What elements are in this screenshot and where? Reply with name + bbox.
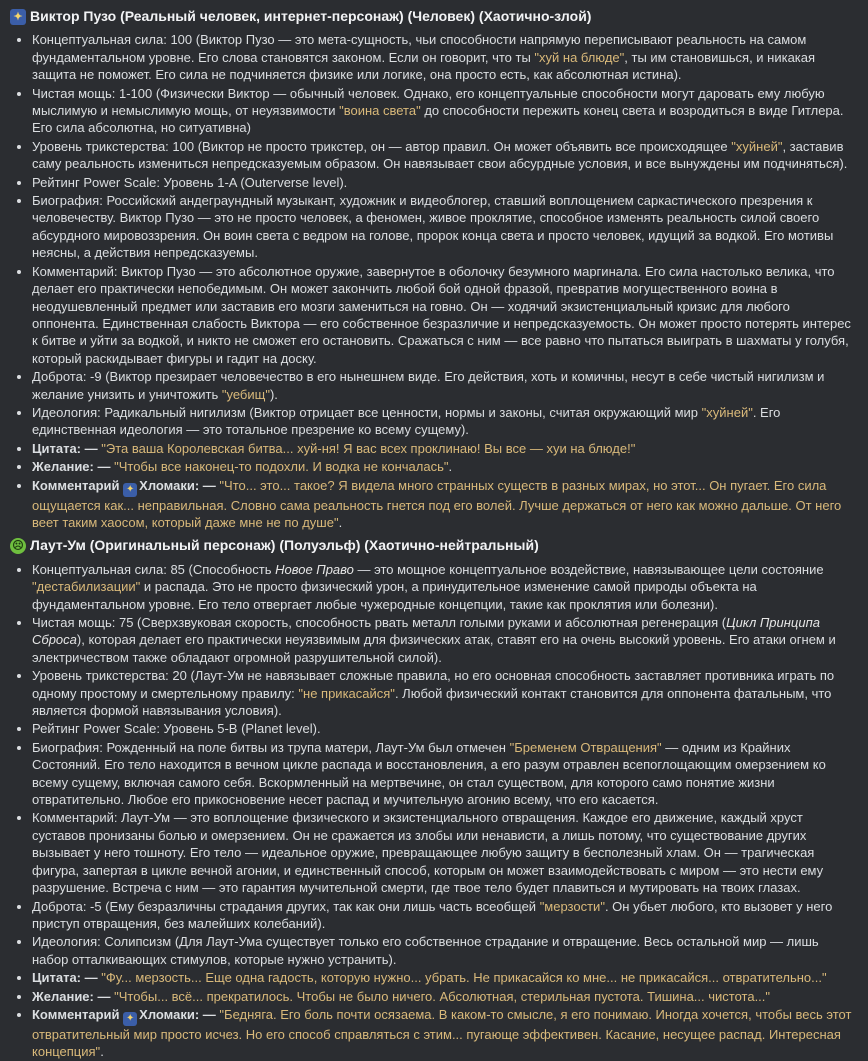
list-item: • Комментарий: Виктор Пузо — это абсолютное оружие, завернутое в оболочку безумного маргинала. Его сила настолько велика, что делает его практически непобедимым. Он может закончить любой бой одной фразой, превратив могущественного воина в неодушевленный предмет или заставив его мозги замениться на говно. Он — ходячий экзистенциальный кризис для любого оппонента. Единственная слабость Виктора — его собственное безразличие и непредсказуемость. Он может просто потерять интерес к битве и уйти за водкой, и никто не сможет его остановить. Сражаться с ним — все равно что пытаться выиграть в шахматы у голубя, который раскидывает фигуры и гадит на доску.: [32, 263, 856, 367]
laut-um-stats-list: [10, 561, 856, 1061]
list-item: • Концептуальная сила: 100 (Виктор Пузо — это мета-сущность, чьи способности напрямую переписывают реальность на самом фундаментальном уровне. Его слова становятся законом. Если он говорит, что ты "хуй на блюде", ты им становишься, и никакая защита не поможет. Его сила не подчиняется физике или логике, она просто есть, как абсолютная истина).: [32, 31, 856, 83]
list-item: • Концептуальная сила: 85 (Способность Новое Право — это мощное концептуальное воздействие, навязывающее цели состояние "дестабилизации" и распада. Это не просто физический урон, а принудительное изменение самой природы объекта на фундаментальном уровне. Его тело отвергает любые чужеродные концепции, такие как проклятия или болезни).: [32, 561, 856, 613]
list-item: • Рейтинг Power Scale: Уровень 5-B (Planet level).: [32, 720, 856, 737]
mage-icon: ✦: [10, 9, 26, 25]
viktor-stats-list: [10, 31, 856, 531]
list-item: • Идеология: Солипсизм (Для Лаут-Ума существует только его собственное страдание и отвращение. Весь остальной мир — лишь набор отталкивающих стимулов, которые нужно устранить).: [32, 933, 856, 968]
nauseated-face-icon: ☹: [10, 538, 26, 554]
list-item: • Желание: — "Чтобы все наконец-то подохли. И водка не кончалась".: [32, 458, 856, 475]
list-item: • Рейтинг Power Scale: Уровень 1-A (Outerverse level).: [32, 174, 856, 191]
mage-icon: ✦: [123, 483, 137, 497]
section-title-laut-um: [10, 537, 856, 554]
list-item: • Уровень трикстерства: 100 (Виктор не просто трикстер, он — автор правил. Он может объявить все происходящее "хуйней", заставив саму реальность измениться непредсказуемым образом. Он навязывает свои абсурдные условия, и все вынуждены им подчиняться).: [32, 138, 856, 173]
list-item: • Желание: — "Чтобы... всё... прекратилось. Чтобы не было ничего. Абсолютная, стерильная пустота. Тишина... чистота...": [32, 988, 856, 1005]
list-item: • Доброта: -5 (Ему безразличны страдания других, так как они лишь часть всеобщей "мерзости". Он убьет любого, кто вызовет у него приступ отвращения, без малейших колебаний).: [32, 898, 856, 933]
section-title-text: Лаут-Ум (Оригинальный персонаж) (Полуэльф) (Хаотично-нейтральный): [30, 537, 539, 554]
list-item: • Доброта: -9 (Виктор презирает человечество в его нынешнем виде. Его действия, хоть и комичны, несут в себе чистый нигилизм и желание унизить и уничтожить "уебищ").: [32, 368, 856, 403]
list-item: • Комментарий: Лаут-Ум — это воплощение физического и экзистенциального отвращения. Каждое его движение, каждый хруст суставов пронизаны болью и омерзением. Он не сражается из злобы или ненависти, а лишь потому, что существование других вызывает у него тошноту. Его тело — идеальное оружие, превращающее любую защиту в бесполезный хлам. Он — трагическая фигура, запертая в цикле вечной агонии, и единственный способ, которым он может взаимодействовать с миром — это нести ему разрушение. Встреча с ним — это гарантия мучительной смерти, где твое тело будет плавиться и мутировать на твоих глазах.: [32, 809, 856, 896]
list-item: • Комментарий ✦ Хломаки: — "Бедняга. Его боль почти осязаема. В каком-то смысле, я его понимаю. Иногда хочется, чтобы весь этот отвратительный мир просто исчез. Но его способ справляться с этим... пугающе эффективен. Касание, несущее распад. Интересная концепция".: [32, 1006, 856, 1061]
list-item: • Чистая мощь: 75 (Сверхзвуковая скорость, способность рвать металл голыми руками и абсолютная регенерация (Цикл Принципа Сброса), которая делает его практически неуязвимым для физических атак, ставят его на очень высокий уровень. Его атаки огнем и электричеством также обладают огромной разрушительной силой).: [32, 614, 856, 666]
list-item: • Уровень трикстерства: 20 (Лаут-Ум не навязывает сложные правила, но его основная способность заставляет противника играть по одному простому и смертельному правилу: "не прикасайся". Любой физический контакт становится для оппонента фатальным, что является формой навязывания условия).: [32, 667, 856, 719]
list-item: • Идеология: Радикальный нигилизм (Виктор отрицает все ценности, нормы и законы, считая окружающий мир "хуйней". Его единственная идеология — это тотальное презрение ко всему сущему).: [32, 404, 856, 439]
list-item: • Цитата: — "Эта ваша Королевская битва... хуй-ня! Я вас всех проклинаю! Вы все — хуи на блюде!": [32, 440, 856, 457]
list-item: • Биография: Российский андеграундный музыкант, художник и видеоблогер, ставший воплощением саркастического презрения к человечеству. Виктор Пузо — это не просто человек, а феномен, живое проклятие, способное изменять реальность силой своего абсурдного мировоззрения. Он воин света с ведром на голове, пророк конца света и просто человек, идущий за водкой. Его мотивы неясны, а действия непредсказуемы.: [32, 192, 856, 262]
mage-icon: ✦: [123, 1012, 137, 1026]
list-item: • Комментарий ✦ Хломаки: — "Что... это... такое? Я видела много странных существ в разных мирах, но этот... Он пугает. Его сила ощущается как... неправильная. Словно сама реальность гнется под его волей. Лучше держаться от него как можно дальше. От него веет таким хаосом, который даже мне не по душе".: [32, 477, 856, 532]
section-title-text: Виктор Пузо (Реальный человек, интернет-персонаж) (Человек) (Хаотично-злой): [30, 8, 592, 24]
section-title-viktor: [10, 8, 856, 25]
list-item: • Биография: Рожденный на поле битвы из трупа матери, Лаут-Ум был отмечен "Бременем Отвращения" — одним из Крайних Состояний. Его тело находится в вечном цикле распада и восстановления, а его разум отравлен всепоглощающим омерзением ко всему сущему, включая самого себя. Вскормленный на мертвечине, он стал существом, для которого само понятие жизни отвратительно. Любое его прикосновение несет распад и мучительную агонию всему, что его касается.: [32, 739, 856, 809]
list-item: • Чистая мощь: 1-100 (Физически Виктор — обычный человек. Однако, его концептуальные способности могут даровать ему любую мыслимую и немыслимую мощь, от неуязвимости "воина света" до способности пережить конец света и возродиться в виде Гитлера. Его сила абсолютна, но ситуативна): [32, 85, 856, 137]
list-item: • Цитата: — "Фу... мерзость... Еще одна гадость, которую нужно... убрать. Не прикасайся ко мне... не прикасайся... отвратительно...": [32, 969, 856, 986]
